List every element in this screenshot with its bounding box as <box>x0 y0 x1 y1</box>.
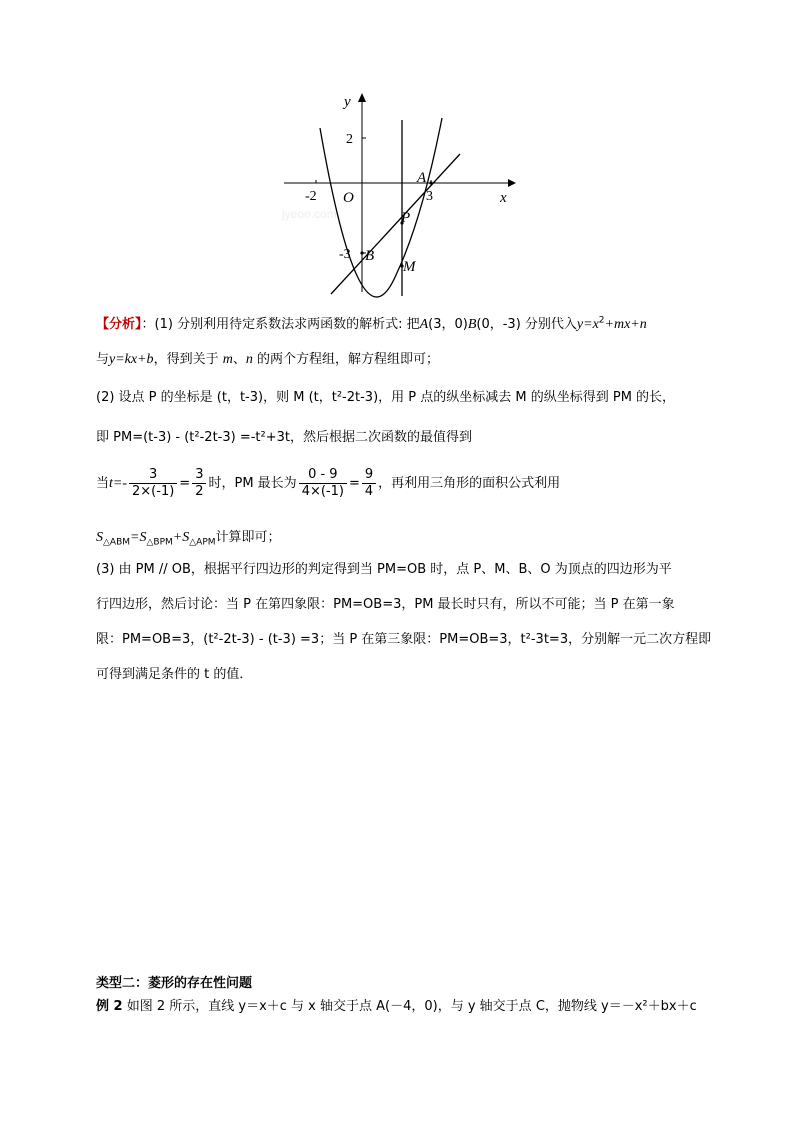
axis-y-label: y <box>344 94 351 110</box>
x-axis-arrow <box>508 179 516 187</box>
fraction <box>299 467 347 500</box>
analysis-text: ，得到关于 <box>153 352 219 367</box>
analysis-line-6 <box>96 529 281 547</box>
equals-sign: = <box>179 476 191 491</box>
equation: t=- <box>109 476 128 491</box>
equals-sign: = <box>348 476 360 491</box>
origin-label: O <box>343 190 354 206</box>
point-label: A <box>419 317 429 332</box>
label-b: B <box>365 248 375 264</box>
fraction <box>129 467 177 500</box>
fraction <box>362 467 376 500</box>
tick-label-neg3: -3 <box>339 247 351 262</box>
tick-label-3: 3 <box>426 189 433 204</box>
analysis-line-4: 即 PM=(t-3) - (t²-2t-3) =-t²+3t，然后根据二次函数的最值得到 <box>96 430 472 445</box>
variable: m <box>222 352 233 367</box>
point-b <box>360 251 363 254</box>
tick-label-2: 2 <box>346 132 353 147</box>
parabola-curve <box>320 118 442 297</box>
example-label: 例 2 <box>96 999 123 1014</box>
analysis-text: 计算即可； <box>215 530 281 545</box>
label-a: A <box>417 170 427 186</box>
axis-x-label: x <box>500 190 507 206</box>
analysis-line-1: 【分析】：(1) 分别利用待定系数法求两函数的解析式: 把A(3，0)B(0，-3) 分别代入$y=x^2+mx+n$ <box>96 315 647 332</box>
analysis-line-8: 行四边形，然后讨论：当 P 在第四象限：PM=OB=3，PM 最长时只有，所以不可能；当 P 在第一象 <box>96 597 675 612</box>
equation: +mx+n <box>604 317 647 332</box>
analysis-line-10: 可得到满足条件的 t 的值． <box>96 667 253 682</box>
analysis-line-9: 限：PM=OB=3，(t²-2t-3) - (t-3) =3；当 P 在第三象限：PM=OB=3，t²-3t=3，分别解一元二次方程即 <box>96 632 712 647</box>
section-title: 类型二：菱形的存在性问题 <box>96 976 253 991</box>
analysis-text: 当 <box>96 476 110 491</box>
equation: y=x <box>576 317 599 332</box>
equation: +S <box>172 530 190 545</box>
analysis-line-5 <box>96 466 560 502</box>
label-m: M <box>403 259 416 275</box>
fraction-denominator: 2 <box>195 484 204 499</box>
analysis-text: 时，PM 最长为 <box>208 476 297 491</box>
fraction-denominator: 4×(-1) <box>301 484 344 499</box>
analysis-text: (3，0) <box>428 317 468 332</box>
fraction <box>192 467 206 500</box>
point-a <box>429 181 432 184</box>
variable: n <box>245 352 253 367</box>
fraction-denominator: 4 <box>364 484 374 499</box>
y-axis-arrow <box>358 93 366 102</box>
analysis-line-7: (3) 由 PM // OB，根据平行四边形的判定得到当 PM=OB 时，点 P、M、B、O 为顶点的四边形为平 <box>96 562 672 577</box>
point-label: B <box>467 317 477 332</box>
equation: y=kx+b <box>109 352 154 367</box>
subscript: △ABM <box>103 537 131 548</box>
equation: =S <box>130 530 147 545</box>
subscript: △APM <box>189 537 216 548</box>
subscript: △BPM <box>146 537 173 548</box>
function-graph-figure <box>276 90 518 300</box>
analysis-text: 与 <box>96 352 110 367</box>
analysis-text: ，再利用三角形的面积公式利用 <box>378 476 561 491</box>
example-2-line <box>96 998 697 1016</box>
analysis-text: 的两个方程组，解方程组即可； <box>257 352 440 367</box>
label-p: P <box>401 210 411 226</box>
fraction-numerator: 0 - 9 <box>299 467 347 484</box>
tick-label-neg2: -2 <box>305 189 317 204</box>
watermark: jyeoo.com <box>282 207 337 221</box>
fraction-numerator: 3 <box>129 467 177 484</box>
analysis-text: 、 <box>232 352 246 367</box>
analysis-text: ：(1) 分别利用待定系数法求两函数的解析式: 把 <box>141 317 420 332</box>
fraction-numerator: 9 <box>362 467 376 484</box>
analysis-line-2 <box>96 351 439 369</box>
analysis-text: (0，-3) 分别代入 <box>476 317 577 332</box>
line-ab <box>331 154 460 294</box>
analysis-line-3: (2) 设点 P 的坐标是 (t，t-3)，则 M (t，t²-2t-3)，用 P 点的纵坐标减去 M 的纵坐标得到 PM 的长， <box>96 390 676 405</box>
analysis-tag: 【分析】 <box>96 317 142 332</box>
equation: S <box>96 530 103 545</box>
fraction-numerator: 3 <box>192 467 206 484</box>
example-text: 如图 2 所示，直线 y＝x＋c 与 x 轴交于点 A(－4，0)，与 y 轴交于点 C，抛物线 y＝－x²＋bx＋c <box>126 999 697 1014</box>
fraction-denominator: 2×(-1) <box>132 484 175 499</box>
